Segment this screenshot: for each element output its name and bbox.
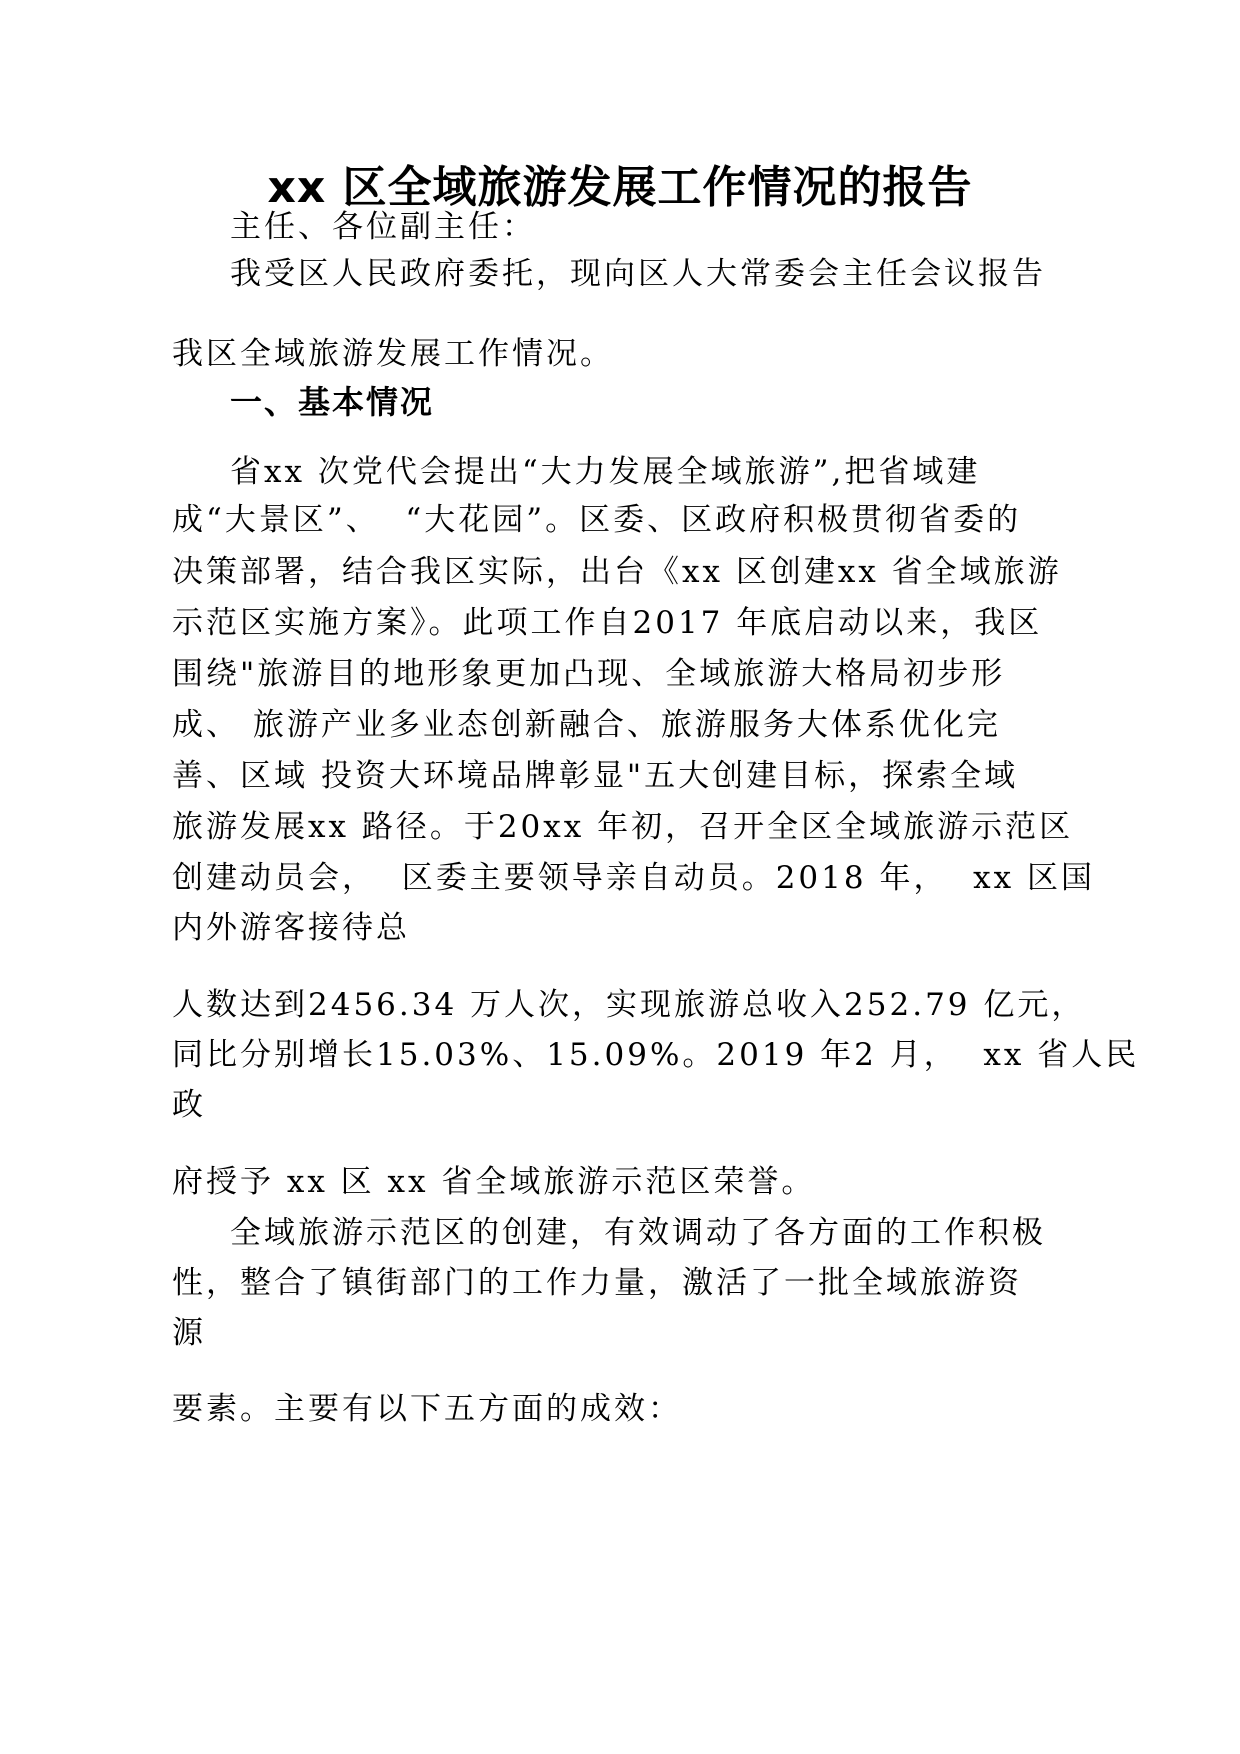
paragraph-line: 省xx 次党代会提出“大力发展全域旅游”,把省域建 xyxy=(230,454,981,490)
paragraph-line: 内外游客接待总 xyxy=(172,910,410,946)
paragraph-line: 围绕"旅游目的地形象更加凸现、全域旅游大格局初步形 xyxy=(172,656,1006,692)
paragraph-line: 善、区域 投资大环境品牌彰显"五大创建目标，探索全域 xyxy=(172,758,1019,794)
paragraph-line: 成“大景区”、 “大花园”。区委、区政府积极贯彻省委的 xyxy=(172,502,1022,538)
intro-line: 我受区人民政府委托，现向区人大常委会主任会议报告 xyxy=(230,256,1046,292)
paragraph-line: 成、 旅游产业多业态创新融合、旅游服务大体系优化完 xyxy=(172,707,1001,743)
page-title: xx 区全域旅游发展工作情况的报告 xyxy=(267,162,973,213)
paragraph-line: 府授予 xx 区 xx 省全域旅游示范区荣誉。 xyxy=(172,1164,816,1200)
paragraph-line: 创建动员会， 区委主要领导亲自动员。2018 年， xx 区国 xyxy=(172,860,1095,896)
paragraph-line: 政 xyxy=(172,1087,206,1123)
paragraph-line: 示范区实施方案》。此项工作自2017 年底启动以来，我区 xyxy=(172,605,1043,641)
section-heading: 一、基本情况 xyxy=(230,383,435,421)
paragraph-line: 人数达到2456.34 万人次，实现旅游总收入252.79 亿元， xyxy=(172,987,1086,1023)
paragraph-line: 同比分别增长15.03%、15.09%。2019 年2 月， xx 省人民 xyxy=(172,1037,1140,1073)
paragraph-line: 要素。主要有以下五方面的成效： xyxy=(172,1391,682,1427)
paragraph-line: 全域旅游示范区的创建，有效调动了各方面的工作积极 xyxy=(230,1215,1046,1251)
paragraph-line: 旅游发展xx 路径。于20xx 年初，召开全区全域旅游示范区 xyxy=(172,809,1074,845)
paragraph-line: 性，整合了镇街部门的工作力量，激活了一批全域旅游资 xyxy=(172,1265,1022,1301)
salutation: 主任、各位副主任： xyxy=(230,209,536,245)
paragraph-line: 决策部署，结合我区实际，出台《xx 区创建xx 省全域旅游 xyxy=(172,554,1062,590)
paragraph-line: 源 xyxy=(172,1315,206,1351)
intro-line: 我区全域旅游发展工作情况。 xyxy=(172,336,614,372)
